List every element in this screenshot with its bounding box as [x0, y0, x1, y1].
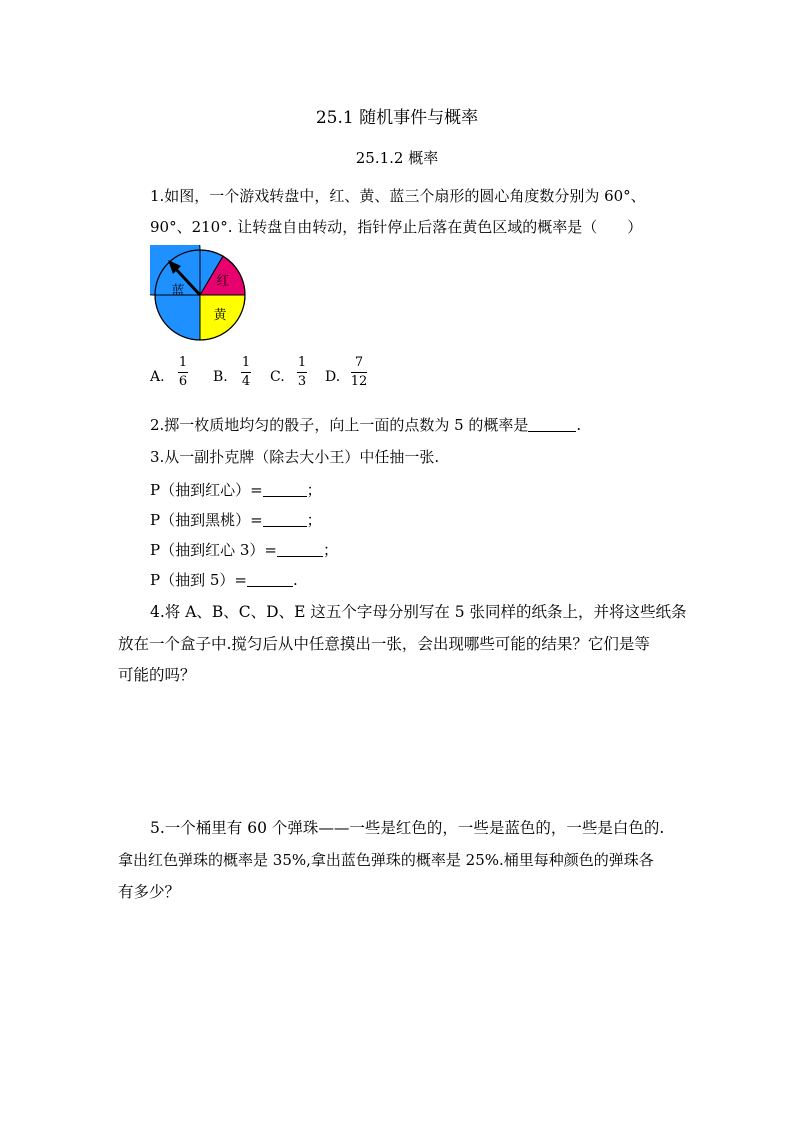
- q1-line-1: 1.如图，一个游戏转盘中，红、黄、蓝三个扇形的圆心角度数分别为 60°、: [150, 187, 646, 205]
- q3-item-4-label: P（抽到 5）=: [150, 571, 247, 589]
- q5-line-2: 拿出红色弹珠的概率是 35%,拿出蓝色弹珠的概率是 25%.桶里每种颜色的弹珠各: [118, 851, 654, 869]
- q3-item-2-blank[interactable]: [263, 512, 307, 527]
- spinner-figure: [150, 245, 250, 345]
- option-d-letter: D.: [325, 369, 341, 385]
- spinner-label-red: 红: [216, 274, 230, 289]
- q3-item-3: [150, 540, 338, 560]
- q3-item-4: [150, 570, 298, 590]
- q3-item-2-label: P（抽到黑桃）=: [150, 511, 263, 529]
- q3-item-2-end: ；: [306, 511, 322, 529]
- q4-line-2: 放在一个盒子中.搅匀后从中任意摸出一张，会出现哪些可能的结果？它们是等: [118, 635, 650, 653]
- q3-item-1-label: P（抽到红心）=: [150, 481, 263, 499]
- q2-text: 2.掷一枚质地均匀的骰子，向上一面的点数为 5 的概率是: [150, 416, 529, 434]
- q3-item-3-end: ；: [322, 541, 338, 559]
- q3-item-1-blank[interactable]: [263, 482, 307, 497]
- q3-item-1-end: ；: [306, 481, 322, 499]
- q3-line: 3.从一副扑克牌（除去大小王）中任抽一张.: [150, 448, 440, 466]
- q3-item-1: [150, 480, 322, 500]
- page-title: 25.1 随机事件与概率: [315, 108, 479, 128]
- q5-line-1: 5.一个桶里有 60 个弹珠——一些是红色的，一些是蓝色的，一些是白色的.: [150, 819, 665, 837]
- q2-answer-blank[interactable]: [528, 417, 576, 432]
- option-a-fraction: 1 6: [178, 355, 188, 389]
- q3-item-3-label: P（抽到红心 3）=: [150, 541, 277, 559]
- q4-line-1: 4.将 A、B、C、D、E 这五个字母分别写在 5 张同样的纸条上，并将这些纸条: [150, 603, 687, 621]
- spinner-blue-sector-2: [155, 295, 200, 340]
- option-b-fraction: 1 4: [241, 355, 251, 389]
- spinner-label-yellow: 黄: [213, 308, 227, 323]
- section-subtitle: 25.1.2 概率: [355, 149, 439, 167]
- q4-line-3: 可能的吗？: [118, 666, 196, 684]
- option-c-fraction: 1 3: [297, 355, 307, 389]
- option-d-fraction: 7 12: [350, 355, 368, 389]
- q3-item-3-blank[interactable]: [277, 542, 323, 557]
- option-b-letter: B.: [213, 369, 228, 385]
- q3-item-4-end: .: [292, 571, 298, 589]
- spinner-label-blue: 蓝: [171, 284, 185, 299]
- q2-line: [150, 415, 581, 435]
- option-a-letter: A.: [150, 369, 165, 385]
- option-c-letter: C.: [270, 369, 285, 385]
- q3-item-2: [150, 510, 322, 530]
- q1-line-2: 90°、210°. 让转盘自由转动，指针停止后落在黄色区域的概率是（ ）: [150, 218, 643, 236]
- q2-end: .: [576, 416, 582, 434]
- q5-line-3: 有多少？: [118, 883, 181, 901]
- q3-item-4-blank[interactable]: [247, 572, 293, 587]
